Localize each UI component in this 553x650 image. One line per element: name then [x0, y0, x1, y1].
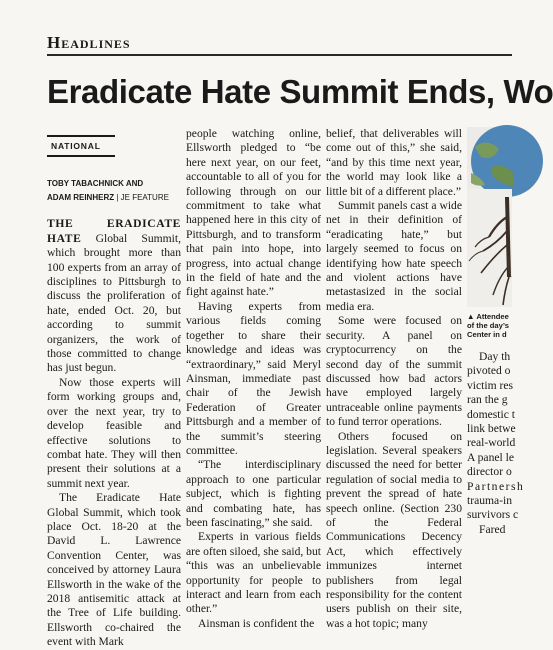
column-4-line: domestic t: [467, 407, 515, 421]
caption-line: ▲ Attendee: [467, 312, 509, 321]
paragraph: people watching online, Ellsworth pledged to “be here next year, on our feet, accountable to all of you for following through on our commitment to take what happened here in this city of Pittsburgh, and to transform that pain into hope, into progress, into actual change in the field of hate and the fight against hate.”: [186, 127, 321, 299]
photo-caption: [467, 312, 512, 339]
headline[interactable]: Eradicate Hate Summit Ends, Wo: [47, 73, 553, 110]
paragraph: The Eradicate Hate Global Summit, which took place Oct. 18-20 at the David L. Lawrence Convention Center, was conceived by attorney Laura Ellsworth in the wake of the 2018 antisemitic attack at the Tree of Life building. Ellsworth co-chaired the event with Mark: [47, 491, 181, 649]
column-4-line: real-world: [467, 436, 516, 450]
paragraph: belief, that deliverables will come out of this,” she said, “and by this time next year, the world may look like a little bit of a different place.”: [326, 127, 462, 198]
column-4-line: director o: [467, 465, 512, 479]
byline-author-1: TOBY TABACHNICK AND: [47, 179, 144, 189]
article-column-1: [47, 127, 181, 650]
globe-tree-image: [467, 127, 512, 307]
byline-author-2-name: ADAM REINHERZ: [47, 193, 115, 203]
paragraph: Having experts from various fields coming together to share their knowledge and ideas was “extraordinary,” said Meryl Ainsman, immediate past chair of the Jewish Federation of Greater Pittsburgh and a member of the summit’s steering committee.: [186, 299, 321, 457]
paragraph: “The interdisciplinary approach to one particular subject, which is fighting and combating hate, has been fascinating,” she said.: [186, 458, 321, 529]
paragraph: Ainsman is confident the: [198, 616, 315, 630]
section-title: Headlines: [47, 33, 131, 52]
lead-text: Global Summit, which brought more than 100 experts from an array of disciplines to Pittsburgh to discuss the proliferation of hate, ended Oct. 20, but according to summit organizers, the work of those committed to change has just begun.: [47, 231, 181, 375]
byline: [47, 177, 181, 205]
column-4-line: Day th: [479, 350, 511, 363]
column-4-line: Partnersh: [467, 479, 525, 493]
column-4-line: Fared: [479, 522, 506, 536]
section-rule: [47, 54, 512, 56]
article-column-2: [186, 127, 321, 631]
paragraph: Experts in various fields are often siloed, she said, but “this was an unbelievable opportunity for people to interact and learn from each other.”: [186, 530, 321, 616]
paragraph: Now those experts will form working groups and, over the next year, try to develop feasible and effective solutions to combat hate. They will then present their solutions at a summit next year.: [47, 375, 181, 490]
column-4-line: link betwe: [467, 421, 516, 435]
column-4-line: ran the g: [467, 393, 508, 407]
lead-cap: THE ERADICATE HATE: [47, 217, 181, 245]
caption-line: of the day’s: [467, 321, 509, 330]
paragraph: Some were focused on security. A panel on cryptocurrency on the second day of the summit discussed how bad actors have employed largely untraceable online payments to fund terror operations.: [326, 314, 462, 429]
byline-source: | JE FEATURE: [114, 193, 169, 203]
article-column-3: [326, 127, 462, 631]
caption-line: Center in d: [467, 330, 507, 339]
column-4-line: A panel le: [467, 450, 515, 464]
lead-paragraph: [47, 217, 181, 375]
column-4-line: victim res: [467, 378, 514, 392]
article-column-4: [467, 350, 527, 537]
category-tag[interactable]: NATIONAL: [47, 135, 115, 157]
paragraph: Summit panels cast a wide net in their definition of “eradicating hate,” but largely seemed to focus on identifying how hate speech and violent actions have metastasized in the social media era.: [326, 199, 462, 313]
column-4-line: trauma-in: [467, 493, 513, 507]
column-4-line: survivors c: [467, 508, 519, 522]
paragraph: Others focused on legislation. Several speakers discussed the need for better regulation of social media to prevent the spread of hate speech online. (Section 230 of the Federal Communications Decency Act, which effectively immunizes internet publishers from legal responsibility for the content users publish on their site, was a hot topic; many: [326, 429, 462, 630]
summit-photo[interactable]: [467, 127, 512, 307]
byline-author-2: [47, 191, 181, 205]
column-4-line: pivoted o: [467, 364, 511, 378]
